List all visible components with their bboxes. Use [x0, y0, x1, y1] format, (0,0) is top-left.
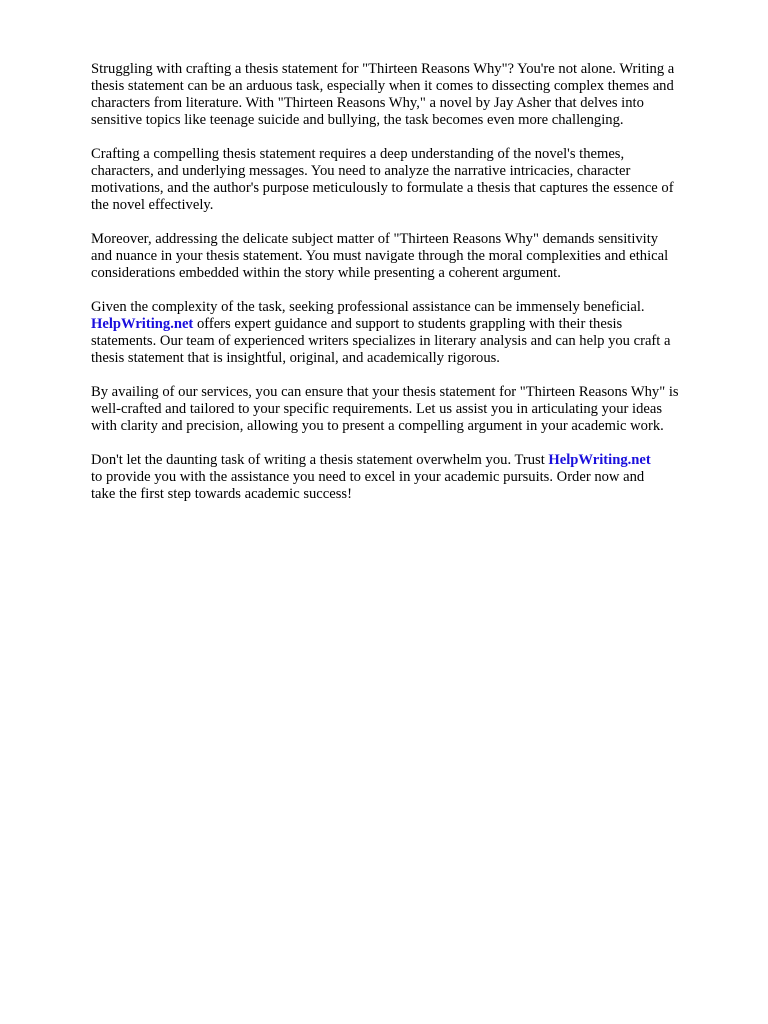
paragraph-assistance-text-end: offers expert guidance and support to students grappling with their thesis statements. Our team of experienced writers specializes in literary analysis and can help you craft a thesis statement that is insightful, original, and academically rigorous.: [91, 315, 671, 367]
paragraph-assistance: [91, 299, 721, 367]
helpwriting-link-cta[interactable]: HelpWriting.net: [548, 451, 651, 468]
paragraph-sensitivity: Moreover, addressing the delicate subject matter of "Thirteen Reasons Why" demands sensitivity and nuance in your thesis statement. You must navigate through the moral complexities and ethical considerations embedded within the story while presenting a coherent argument.: [91, 230, 669, 282]
helpwriting-link[interactable]: HelpWriting.net: [91, 315, 194, 332]
paragraph-cta-text-start: Don't let the daunting task of writing a thesis statement overwhelm you. Trust: [91, 451, 549, 468]
paragraph-intro: Struggling with crafting a thesis statement for "Thirteen Reasons Why"? You're not alone. Writing a thesis statement can be an arduous task, especially when it comes to dissecting complex themes and characters from literature. With "Thirteen Reasons Why," a novel by Jay Asher that delves into sensitive topics like teenage suicide and bullying, the task becomes even more challenging.: [91, 61, 675, 129]
paragraph-cta-text-end: to provide you with the assistance you need to excel in your academic pursuits. Order now and take the first step towards academic success!: [91, 468, 645, 502]
paragraph-services: By availing of our services, you can ensure that your thesis statement for "Thirteen Reasons Why" is well-crafted and tailored to your specific requirements. Let us assist you in articulating your ideas with clarity and precision, allowing you to present a compelling argument in your academic work.: [91, 383, 679, 434]
document-body: [91, 61, 721, 520]
paragraph-requirements: Crafting a compelling thesis statement requires a deep understanding of the novel's themes, characters, and underlying messages. You need to analyze the narrative intricacies, character motivations, and the author's purpose meticulously to formulate a thesis that captures the essence of the novel effectively.: [91, 145, 674, 214]
paragraph-call-to-action: [91, 452, 721, 503]
paragraph-assistance-text-start: Given the complexity of the task, seeking professional assistance can be immensely beneficial.: [91, 298, 645, 315]
